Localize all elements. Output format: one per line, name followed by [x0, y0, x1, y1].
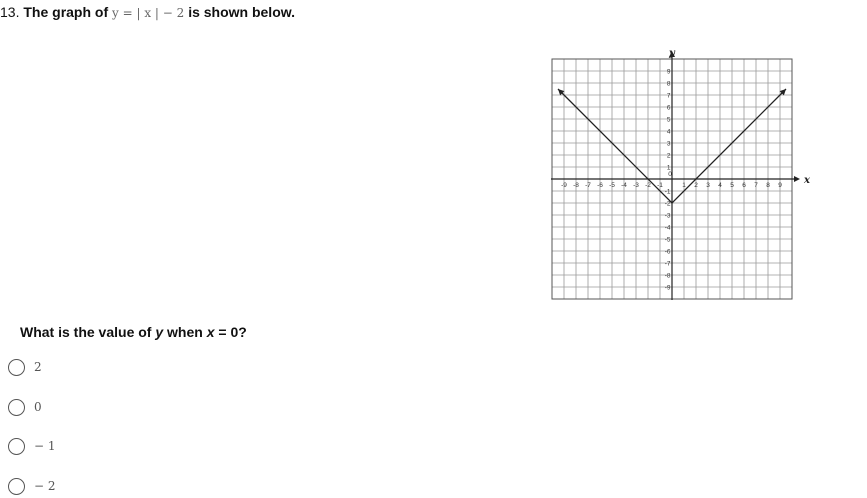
x-tick-label: -7: [585, 182, 591, 189]
coordinate-graph: [549, 48, 809, 302]
y-tick-label: -2: [664, 200, 671, 208]
x-tick-label: -8: [573, 182, 579, 189]
x-tick-label: 3: [706, 182, 710, 189]
option-negative-2[interactable]: [8, 476, 56, 496]
x-tick-label: 9: [778, 182, 782, 189]
question-number: 13.: [0, 4, 20, 20]
x-axis-label: x: [804, 175, 810, 186]
option-label: − 2: [34, 479, 56, 493]
y-tick-label: 1: [666, 164, 671, 172]
equation: y = | x | − 2: [112, 6, 185, 20]
question-header: [0, 4, 295, 20]
x-tick-label: 6: [742, 182, 746, 189]
x-tick-label: -3: [633, 182, 639, 189]
option-negative-1[interactable]: [8, 436, 56, 456]
question-text-after: is shown below.: [188, 4, 296, 20]
y-tick-label: -5: [664, 236, 671, 244]
x-tick-label: -1: [657, 182, 663, 189]
y-axis-label: y: [669, 48, 675, 59]
y-tick-label: 6: [666, 104, 671, 112]
y-tick-label: 2: [666, 152, 671, 160]
x-tick-label: 7: [754, 182, 758, 189]
y-tick-label: -3: [664, 212, 671, 220]
y-tick-label: 7: [666, 92, 671, 100]
option-0[interactable]: [8, 397, 42, 417]
y-tick-label: -6: [664, 248, 671, 256]
x-axis-arrow-icon: [794, 176, 800, 182]
option-2[interactable]: [8, 357, 42, 377]
prompt-x-var: x: [206, 324, 215, 340]
x-tick-label: -2: [645, 182, 651, 189]
prompt: [20, 324, 247, 340]
x-tick-label: -4: [621, 182, 627, 189]
prompt-y-var: y: [155, 324, 164, 340]
y-tick-label: -9: [664, 284, 671, 292]
y-tick-label: 5: [666, 116, 671, 124]
y-tick-label: 9: [666, 68, 671, 76]
y-tick-label: -7: [664, 260, 671, 268]
y-tick-label: 3: [666, 140, 671, 148]
x-tick-label: 5: [730, 182, 734, 189]
y-tick-label: -1: [664, 188, 671, 196]
y-tick-label: 8: [666, 80, 671, 88]
x-tick-label: 2: [694, 182, 698, 189]
y-tick-label: -4: [664, 224, 671, 232]
prompt-before-y: What is the value of: [20, 324, 152, 340]
x-tick-label: -6: [597, 182, 603, 189]
x-tick-label: 1: [682, 182, 686, 189]
prompt-after: = 0?: [218, 324, 247, 340]
radio-button-icon[interactable]: [8, 438, 25, 455]
x-tick-label: 8: [766, 182, 770, 189]
option-label: 2: [34, 360, 42, 374]
prompt-middle: when: [167, 324, 203, 340]
question-text-before: The graph of: [23, 4, 109, 20]
radio-button-icon[interactable]: [8, 399, 25, 416]
x-tick-label: -5: [609, 182, 615, 189]
x-tick-label: 0: [668, 171, 672, 178]
radio-button-icon[interactable]: [8, 359, 25, 376]
x-tick-label: 4: [718, 182, 722, 189]
y-tick-label: 4: [666, 128, 671, 136]
option-label: 0: [34, 400, 42, 414]
y-tick-label: -8: [664, 272, 671, 280]
radio-button-icon[interactable]: [8, 478, 25, 495]
option-label: − 1: [34, 439, 56, 453]
x-tick-label: -9: [561, 182, 567, 189]
